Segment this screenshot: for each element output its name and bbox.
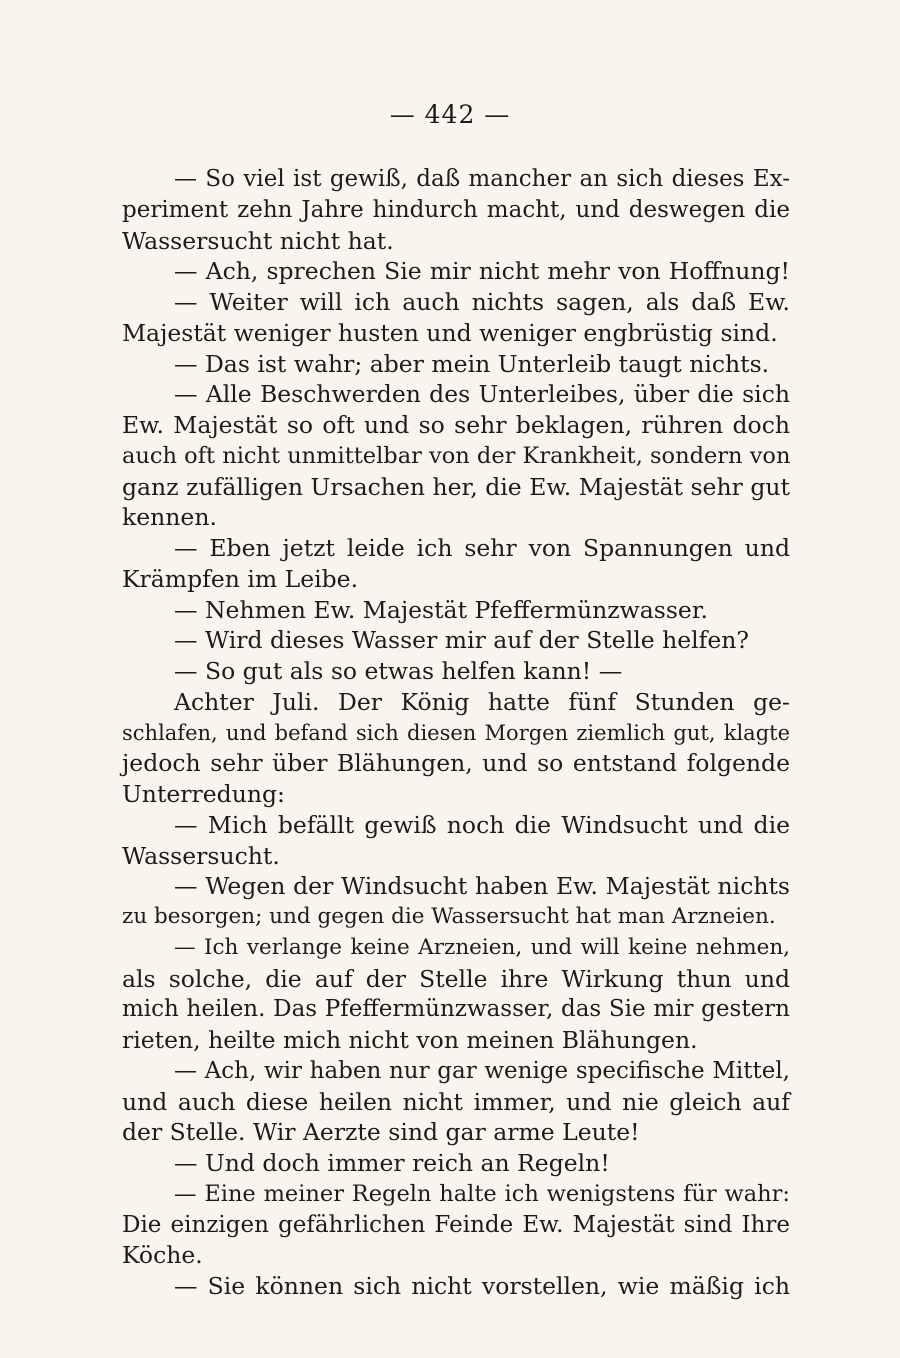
text-line: rieten, heilte mich nicht von meinen Blähungen. <box>122 1026 698 1054</box>
text-line: — Mich befällt gewiß noch die Windsucht und die <box>174 810 790 839</box>
text-line: als solche, die auf der Stelle ihre Wirkung thun und <box>122 964 790 993</box>
text-line: — Alle Beschwerden des Unterleibes, über die sich <box>174 380 790 409</box>
text-line: auch oft nicht unmittelbar von der Krankheit, sondern von <box>122 442 791 469</box>
text-line: jedoch sehr über Blähungen, und so entstand folgende <box>122 749 790 778</box>
text-line: Unterredung: <box>122 780 285 808</box>
text-line: Krämpfen im Leibe. <box>122 564 359 593</box>
page-number: — 442 — <box>389 100 511 129</box>
text-line: — Ach, wir haben nur gar wenige specifische Mittel, <box>174 1057 790 1084</box>
text-line: — Sie können sich nicht vorstellen, wie mäßig ich <box>174 1272 790 1300</box>
text-line: — So gut als so etwas helfen kann! — <box>174 657 623 685</box>
text-line: Achter Juli. Der König hatte fünf Stunden ge- <box>174 687 790 716</box>
text-line: Köche. <box>122 1241 203 1270</box>
text-line: periment zehn Jahre hindurch macht, und deswegen die <box>122 196 790 223</box>
text-line: Die einzigen gefährlichen Feinde Ew. Majestät sind Ihre <box>122 1211 790 1238</box>
text-line: mich heilen. Das Pfeffermünzwasser, das Sie mir gestern <box>122 996 790 1023</box>
text-line: — Eben jetzt leide ich sehr von Spannungen und <box>174 534 790 562</box>
text-line: zu besorgen; und gegen die Wassersucht hat man Arzneien. <box>122 904 776 929</box>
text-line: — Nehmen Ew. Majestät Pfeffermünzwasser. <box>174 595 708 624</box>
text-line: — Und doch immer reich an Regeln! <box>174 1149 610 1177</box>
text-line: — Eine meiner Regeln halte ich wenigstens für wahr: <box>174 1180 790 1207</box>
text-line: Majestät weniger husten und weniger engbrüstig sind. <box>122 318 778 347</box>
text-line: kennen. <box>122 503 217 532</box>
text-line: — Das ist wahr; aber mein Unterleib taugt nichts. <box>174 349 770 378</box>
text-line: — Wegen der Windsucht haben Ew. Majestät nichts <box>174 872 790 901</box>
text-line: ganz zufälligen Ursachen her, die Ew. Majestät sehr gut <box>122 472 790 501</box>
text-line: — Weiter will ich auch nichts sagen, als daß Ew. <box>174 288 790 316</box>
text-line: der Stelle. Wir Aerzte sind gar arme Leute! <box>122 1118 640 1147</box>
text-line: — So viel ist gewiß, daß mancher an sich dieses Ex- <box>174 166 790 192</box>
text-line: und auch diese heilen nicht immer, und nie gleich auf <box>122 1087 790 1116</box>
text-line: Ew. Majestät so oft und so sehr beklagen, rühren doch <box>122 411 790 439</box>
text-line: — Ach, sprechen Sie mir nicht mehr von Hoffnung! <box>174 257 790 286</box>
text-line: Wassersucht nicht hat. <box>122 226 394 255</box>
text-line: schlafen, und befand sich diesen Morgen ziemlich gut, klagte <box>122 720 790 745</box>
text-line: — Wird dieses Wasser mir auf der Stelle helfen? <box>174 626 750 655</box>
text-line: Wassersucht. <box>122 841 280 870</box>
text-line: — Ich verlange keine Arzneien, und will keine nehmen, <box>174 934 790 960</box>
body-text <box>122 164 790 1302</box>
